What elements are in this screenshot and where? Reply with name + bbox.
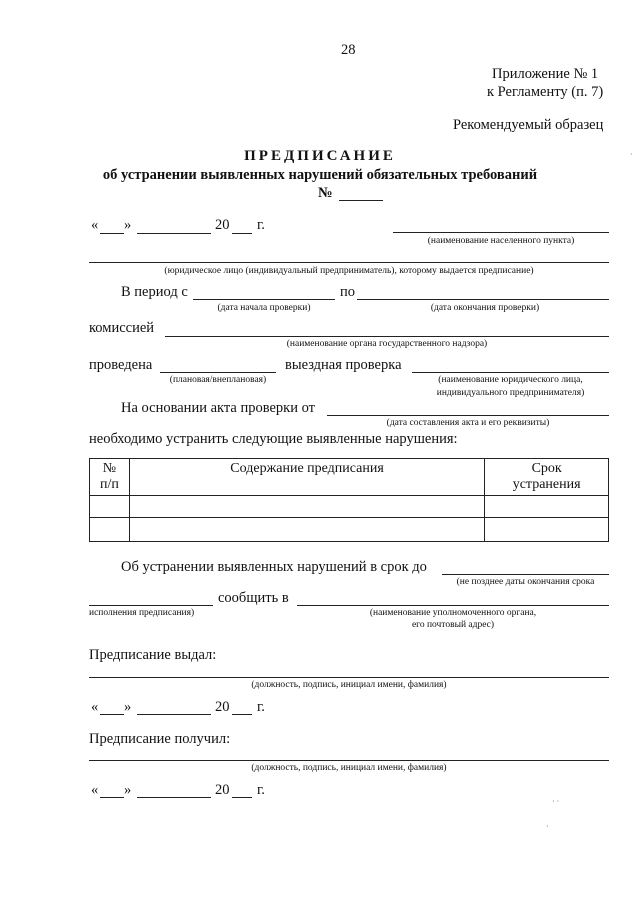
hint-recipient: (юридическое лицо (индивидуальный предприниматель), которому выдается предписание) — [164, 266, 534, 276]
year-field[interactable] — [232, 797, 252, 798]
inspection-type-field[interactable] — [160, 372, 276, 373]
table-row[interactable] — [90, 496, 609, 518]
document-subtitle: об устранении выявленных нарушений обязательных требований — [102, 167, 538, 183]
col-number-line-1: № — [102, 461, 117, 476]
hint-planned: (плановая/внеплановая) — [169, 375, 267, 385]
document-title: ПРЕДПИСАНИЕ — [244, 148, 396, 164]
number-label: № — [318, 185, 333, 201]
receiver-field[interactable] — [89, 760, 609, 761]
table-cell[interactable] — [90, 518, 130, 542]
number-field[interactable] — [339, 200, 383, 201]
year-prefix: 20 — [215, 217, 230, 233]
month-field[interactable] — [137, 714, 211, 715]
day-field[interactable] — [100, 714, 124, 715]
commission-label: комиссией — [89, 320, 155, 336]
period-from-label: В период с — [121, 284, 188, 300]
settlement-field[interactable] — [393, 232, 609, 233]
date-close-quote: » — [124, 217, 132, 233]
year-suffix: г. — [257, 217, 265, 233]
table-cell[interactable] — [129, 518, 484, 542]
hint-settlement: (наименование населенного пункта) — [427, 236, 575, 246]
must-fix-text: необходимо устранить следующие выявленные нарушения: — [89, 431, 458, 447]
scan-speck: · — [546, 822, 549, 831]
table-cell[interactable] — [485, 496, 609, 518]
hint-end-date: (дата окончания проверки) — [430, 303, 540, 313]
year-prefix: 20 — [215, 699, 230, 715]
onsite-label: выездная проверка — [285, 357, 402, 373]
col-term-line-1: Срок — [531, 461, 562, 476]
date-open-quote: « — [91, 217, 99, 233]
year-field[interactable] — [232, 714, 252, 715]
conducted-label: проведена — [89, 357, 153, 373]
table-cell[interactable] — [129, 496, 484, 518]
year-suffix: г. — [257, 699, 265, 715]
appendix-line-2: к Регламенту (п. 7) — [487, 84, 604, 100]
hint-receiver-signature: (должность, подпись, инициал имени, фамилия) — [251, 763, 447, 773]
table-header-row — [90, 459, 609, 496]
issued-label: Предписание выдал: — [89, 647, 217, 663]
entity-field[interactable] — [412, 372, 609, 373]
date-close-quote: » — [124, 699, 132, 715]
hint-authority: (наименование органа государственного надзора) — [286, 339, 488, 349]
hint-deadline-1: (не позднее даты окончания срока — [456, 577, 595, 587]
hint-issuer-signature: (должность, подпись, инициал имени, фамилия) — [251, 680, 447, 690]
period-end-field[interactable] — [357, 299, 609, 300]
scan-speck: · — [630, 150, 633, 159]
table-row[interactable] — [90, 518, 609, 542]
col-content: Содержание предписания — [230, 461, 384, 476]
date-close-quote: » — [124, 782, 132, 798]
year-suffix: г. — [257, 782, 265, 798]
period-start-field[interactable] — [193, 299, 335, 300]
issuer-field[interactable] — [89, 677, 609, 678]
hint-entity-1: (наименование юридического лица, — [438, 375, 583, 385]
year-prefix: 20 — [215, 782, 230, 798]
agency-field[interactable] — [297, 605, 609, 606]
page-number: 28 — [341, 42, 356, 58]
scan-speck: · · — [552, 797, 560, 806]
day-field[interactable] — [100, 233, 124, 234]
date-open-quote: « — [91, 782, 99, 798]
year-field[interactable] — [232, 233, 252, 234]
month-field[interactable] — [137, 797, 211, 798]
date-open-quote: « — [91, 699, 99, 715]
period-to-label: по — [340, 284, 356, 300]
col-term-line-2: устранения — [512, 477, 581, 492]
sample-label: Рекомендуемый образец — [453, 117, 604, 133]
col-number-line-2: п/п — [99, 477, 119, 492]
appendix-line-1: Приложение № 1 — [492, 66, 599, 82]
report-label: сообщить в — [218, 590, 289, 606]
hint-agency-1: (наименование уполномоченного органа, — [369, 608, 537, 618]
basis-label: На основании акта проверки от — [121, 400, 315, 416]
month-field[interactable] — [137, 233, 211, 234]
received-label: Предписание получил: — [89, 731, 231, 747]
hint-act: (дата составления акта и его реквизиты) — [386, 418, 550, 428]
day-field[interactable] — [100, 797, 124, 798]
hint-agency-2: его почтовый адрес) — [411, 620, 495, 630]
hint-entity-2: индивидуального предпринимателя) — [436, 388, 585, 398]
hint-start-date: (дата начала проверки) — [217, 303, 311, 313]
authority-field[interactable] — [165, 336, 609, 337]
table-cell[interactable] — [485, 518, 609, 542]
deadline-label: Об устранении выявленных нарушений в срок до — [121, 559, 427, 575]
violations-table — [89, 458, 609, 542]
recipient-field[interactable] — [89, 262, 609, 263]
deadline-field[interactable] — [442, 574, 609, 575]
act-field[interactable] — [327, 415, 609, 416]
hint-deadline-2: исполнения предписания) — [89, 608, 195, 618]
deadline-continuation-field[interactable] — [89, 605, 213, 606]
table-cell[interactable] — [90, 496, 130, 518]
